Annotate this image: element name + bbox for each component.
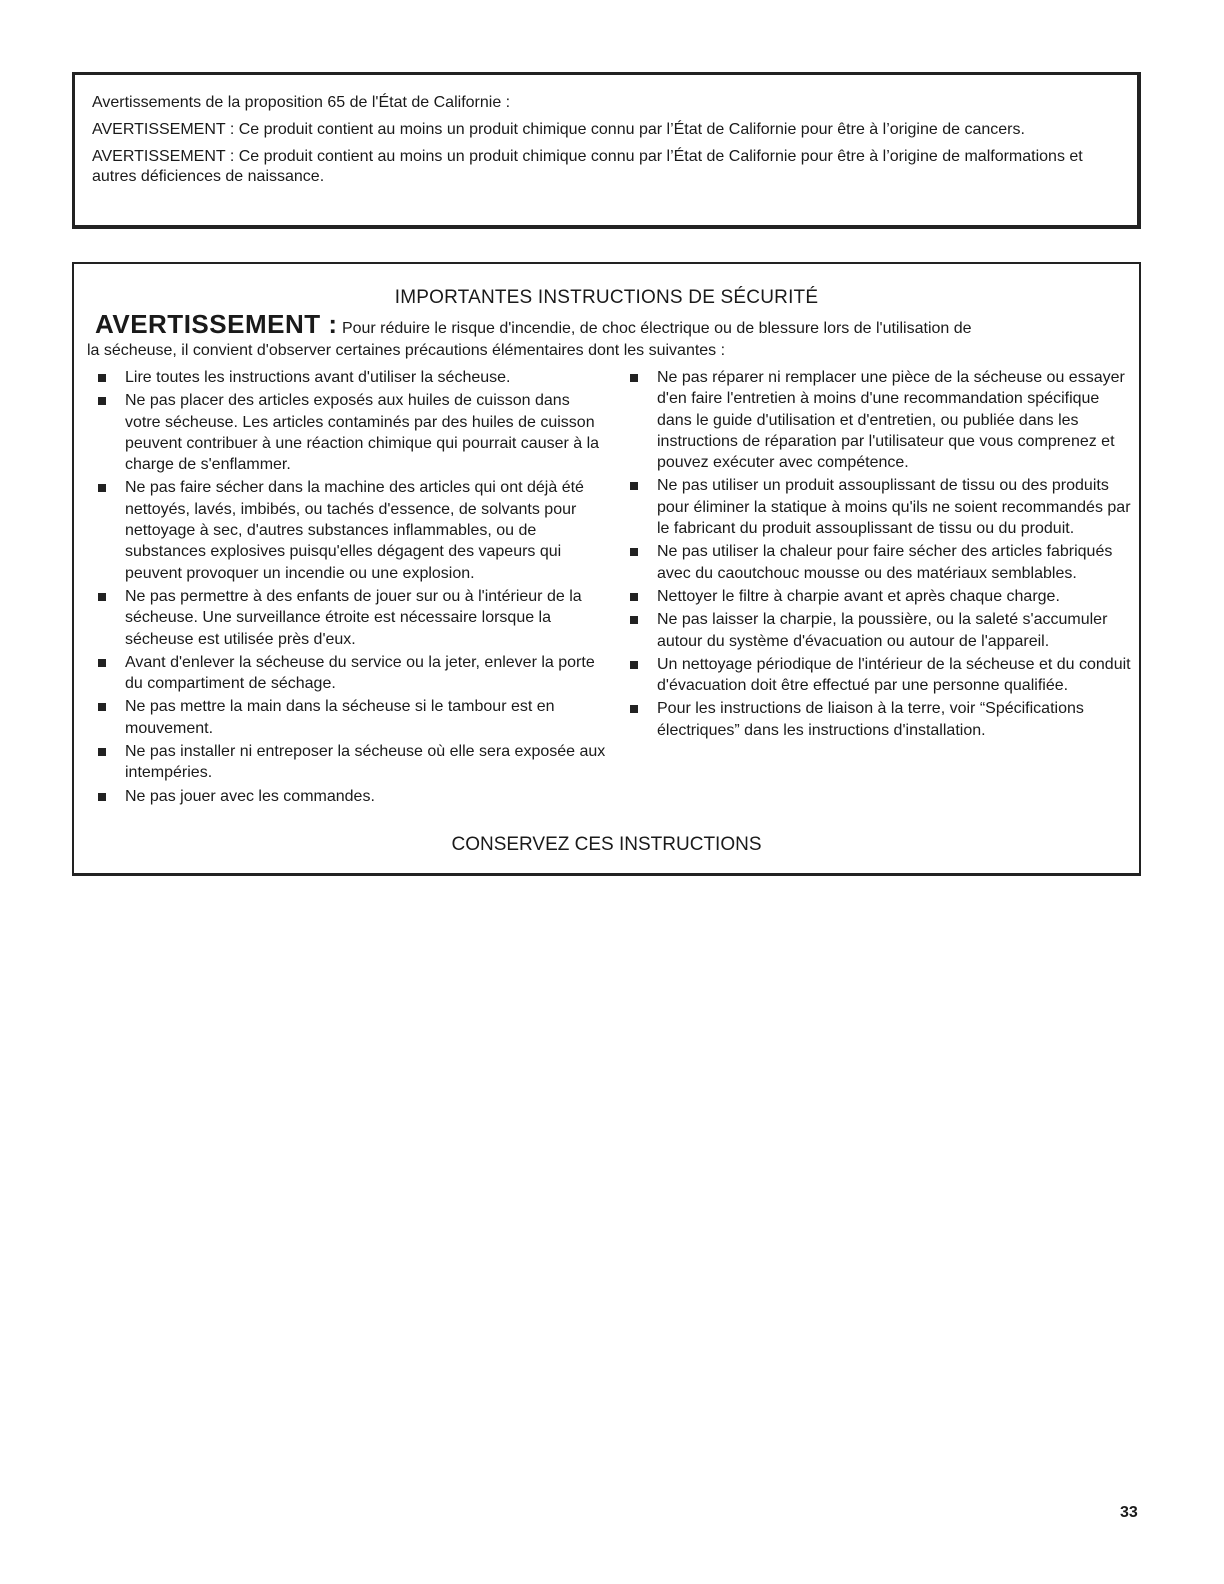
list-item: Nettoyer le filtre à charpie avant et après chaque charge. <box>621 586 1136 607</box>
save-instructions-footer: CONSERVEZ CES INSTRUCTIONS <box>451 834 762 855</box>
list-item: Ne pas mettre la main dans la sécheuse si le tambour est en mouvement. <box>89 696 609 739</box>
page-number: 33 <box>1120 1504 1138 1521</box>
list-item: Ne pas réparer ni remplacer une pièce de la sécheuse ou essayer d'en faire l'entretien à moins d'une recommandation spécifique dans le guide d'utilisation et d'entretien, ou publiée dans les instructions de réparation par l'utilisateur que vous comprenez et pouvez exécuter avec compétence. <box>621 367 1136 473</box>
warning-text-line2: la sécheuse, il convient d'observer certaines précautions élémentaires dont les suivantes : <box>87 342 726 359</box>
square-bullet-icon <box>630 548 638 556</box>
list-item: Ne pas utiliser la chaleur pour faire sécher des articles fabriqués avec du caoutchouc mousse ou des matériaux semblables. <box>621 541 1136 584</box>
right-instruction-list <box>621 367 1136 743</box>
square-bullet-icon <box>630 705 638 713</box>
left-instruction-list <box>89 367 609 809</box>
prop65-heading: Avertissements de la proposition 65 de l'État de Californie : <box>92 94 511 111</box>
square-bullet-icon <box>630 616 638 624</box>
prop65-warning-box <box>72 72 1141 229</box>
square-bullet-icon <box>98 659 106 667</box>
square-bullet-icon <box>630 374 638 382</box>
square-bullet-icon <box>98 374 106 382</box>
prop65-birth-defect-warning: AVERTISSEMENT : Ce produit contient au moins un produit chimique connu par l’État de Californie pour être à l’origine de malformations et autres déficiences de naissance. <box>92 148 1083 185</box>
square-bullet-icon <box>98 593 106 601</box>
square-bullet-icon <box>98 748 106 756</box>
square-bullet-icon <box>630 661 638 669</box>
square-bullet-icon <box>98 484 106 492</box>
list-item: Ne pas permettre à des enfants de jouer sur ou à l'intérieur de la sécheuse. Une surveillance étroite est nécessaire lorsque la sécheuse est utilisée près d'eux. <box>89 586 609 650</box>
prop65-cancer-warning: AVERTISSEMENT : Ce produit contient au moins un produit chimique connu par l’État de Californie pour être à l’origine de cancers. <box>92 121 1025 138</box>
list-item: Ne pas installer ni entreposer la sécheuse où elle sera exposée aux intempéries. <box>89 741 609 784</box>
square-bullet-icon <box>630 482 638 490</box>
warning-word: AVERTISSEMENT : <box>95 309 338 339</box>
list-item: Ne pas laisser la charpie, la poussière, ou la saleté s'accumuler autour du système d'évacuation ou autour de l'appareil. <box>621 609 1136 652</box>
warning-intro <box>95 309 972 339</box>
warning-text-line1: Pour réduire le risque d'incendie, de choc électrique ou de blessure lors de l'utilisation de <box>341 320 972 337</box>
list-item: Pour les instructions de liaison à la terre, voir “Spécifications électriques” dans les instructions d'installation. <box>621 698 1136 741</box>
list-item: Lire toutes les instructions avant d'utiliser la sécheuse. <box>89 367 609 388</box>
list-item: Ne pas placer des articles exposés aux huiles de cuisson dans votre sécheuse. Les articles contaminés par des huiles de cuisson peuvent contribuer à une réaction chimique qui pourrait causer à la charge de s'enflammer. <box>89 390 609 475</box>
list-item: Ne pas utiliser un produit assouplissant de tissu ou des produits pour éliminer la statique à moins qu'ils ne soient recommandés par le fabricant du produit assouplissant de tissu ou du produit. <box>621 475 1136 539</box>
list-item: Un nettoyage périodique de l'intérieur de la sécheuse et du conduit d'évacuation doit être effectué par une personne qualifiée. <box>621 654 1136 697</box>
list-item: Ne pas jouer avec les commandes. <box>89 786 609 807</box>
safety-title: IMPORTANTES INSTRUCTIONS DE SÉCURITÉ <box>394 287 819 308</box>
square-bullet-icon <box>98 703 106 711</box>
list-item: Avant d'enlever la sécheuse du service ou la jeter, enlever la porte du compartiment de séchage. <box>89 652 609 695</box>
safety-instructions-box <box>72 262 1141 876</box>
square-bullet-icon <box>630 593 638 601</box>
square-bullet-icon <box>98 397 106 405</box>
square-bullet-icon <box>98 793 106 801</box>
list-item: Ne pas faire sécher dans la machine des articles qui ont déjà été nettoyés, lavés, imbibés, ou tachés d'essence, de solvants pour nettoyage à sec, d'autres substances inflammables, ou de substances explosives puisqu'elles dégagent des vapeurs qui peuvent provoquer un incendie ou une explosion. <box>89 477 609 583</box>
